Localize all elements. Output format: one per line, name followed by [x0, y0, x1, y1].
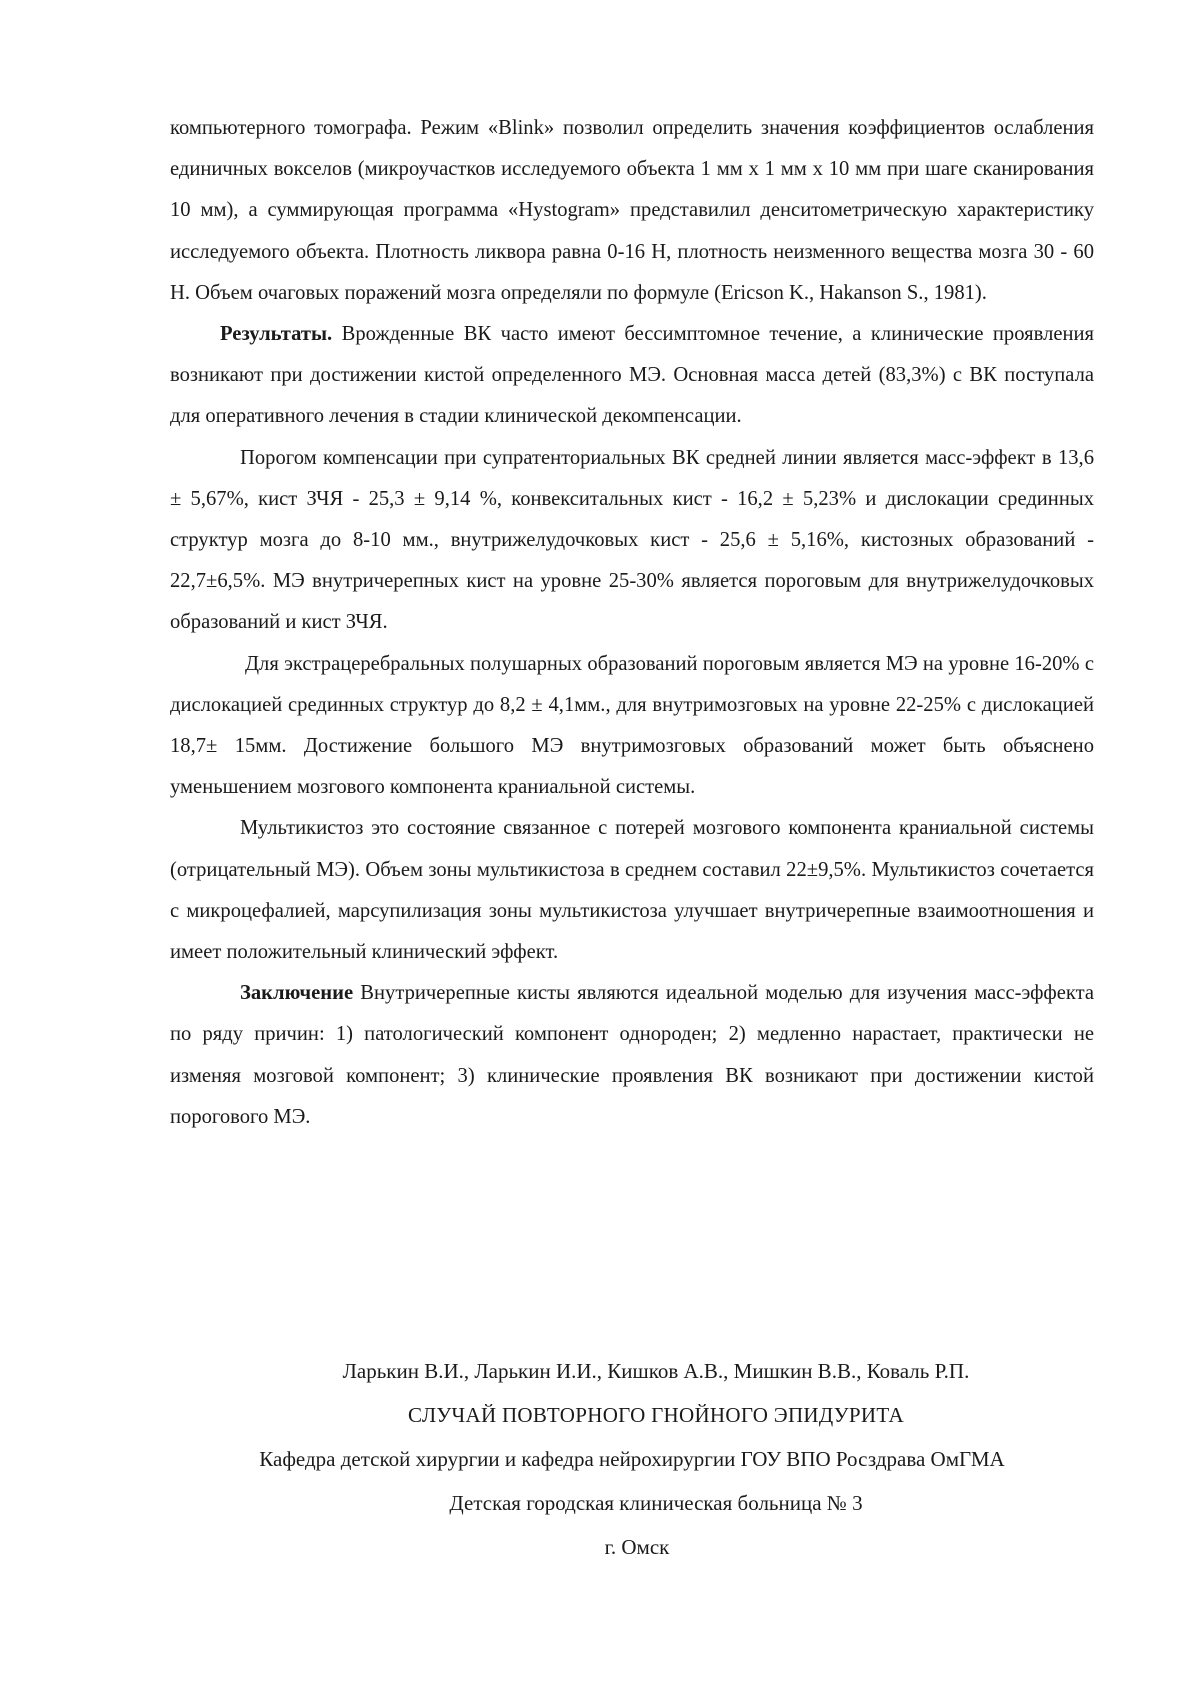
article-body	[170, 108, 1094, 1138]
results-text: Врожденные ВК часто имеют бессимптомное течение, а клинические проявления возникают при достижении кистой определенного МЭ. Основная масса детей (83,3%) с ВК поступала для оперативного лечения в стадии клинической декомпенсации.	[170, 323, 1094, 428]
methods-paragraph: компьютерного томографа. Режим «Blink» позволил определить значения коэффициентов ослабления единичных вокселов (микроучастков исследуемого объекта 1 мм х 1 мм х 10 мм при шаге сканирования 10 мм), а суммирующая программа «Hystogram» представилил денситометрическую характеристику исследуемого объекта. Плотность ликвора равна 0-16 Н, плотность неизменного вещества мозга 30 - 60 Н. Объем очаговых поражений мозга определяли по формуле (Ericson K., Hakanson S., 1981).	[170, 117, 1094, 304]
results-heading: Результаты.	[220, 323, 333, 346]
article-authors: Ларькин В.И., Ларькин И.И., Кишков А.В., Мишкин В.В., Коваль Р.П.	[342, 1359, 970, 1383]
compensation-threshold-paragraph: Порогом компенсации при супратенториальных ВК средней линии является масс-эффект в 13,6 ± 5,67%, кист ЗЧЯ - 25,3 ± 9,14 %, конвекситальных кист - 16,2 ± 5,23% и дислокации срединных структур мозга до 8-10 мм., внутрижелудочковых кист - 25,6 ± 5,16%, кистозных образований - 22,7±6,5%. МЭ внутричерепных кист на уровне 25-30% является пороговым для внутрижелудочковых образований и кист ЗЧЯ.	[170, 446, 1094, 634]
article-city: г. Омск	[604, 1535, 670, 1559]
conclusion-text: Внутричерепные кисты являются идеальной моделью для изучения масс-эффекта по ряду причин: 1) патологический компонент однороден; 2) медленно нарастает, практически не изменяя мозговой компонент; 3) клинические проявления ВК возникают при достижении кистой порогового МЭ.	[170, 982, 1094, 1128]
conclusion-paragraph	[170, 973, 1094, 1138]
next-article-header	[170, 1349, 1094, 1569]
conclusion-heading: Заключение	[240, 982, 354, 1005]
article-department: Кафедра детской хирургии и кафедра нейрохирургии ГОУ ВПО Росздрава ОмГМА	[259, 1447, 1005, 1471]
extracerebral-paragraph: Для экстрацеребральных полушарных образований пороговым является МЭ на уровне 16-20% с дислокацией срединных структур до 8,2 ± 4,1мм., для внутримозговых на уровне 22-25% с дислокацией 18,7± 15мм. Достижение большого МЭ внутримозговых образований может быть объяснено уменьшением мозгового компонента краниальной системы.	[170, 652, 1094, 799]
article-title: СЛУЧАЙ ПОВТОРНОГО ГНОЙНОГО ЭПИДУРИТА	[408, 1403, 904, 1427]
multicystosis-paragraph: Мультикистоз это состояние связанное с потерей мозгового компонента краниальной системы (отрицательный МЭ). Объем зоны мультикистоза в среднем составил 22±9,5%. Мультикистоз сочетается с микроцефалией, марсупилизация зоны мультикистоза улучшает внутричерепные взаимоотношения и имеет положительный клинический эффект.	[170, 817, 1094, 964]
article-hospital: Детская городская клиническая больница № 3	[449, 1491, 863, 1515]
results-paragraph	[170, 314, 1094, 438]
